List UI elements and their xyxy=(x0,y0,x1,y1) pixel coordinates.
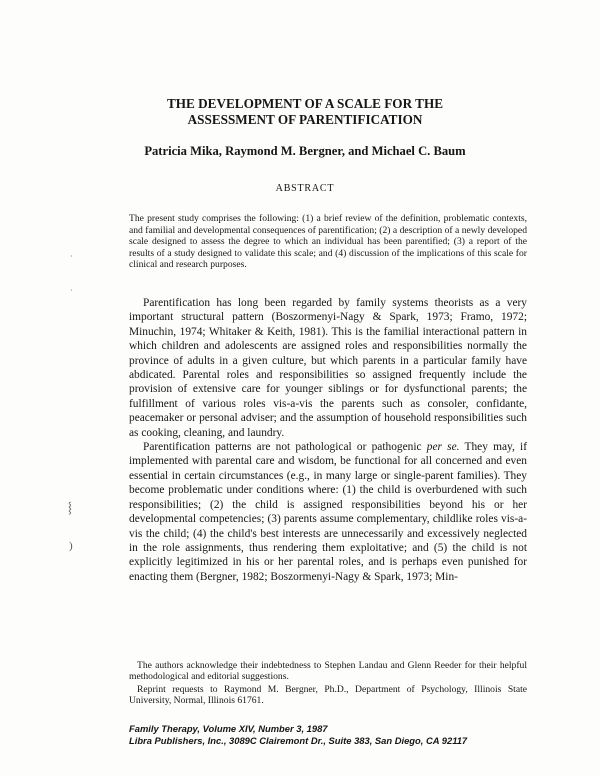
abstract-heading: ABSTRACT xyxy=(275,183,335,194)
title-line-1: THE DEVELOPMENT OF A SCALE FOR THE xyxy=(166,96,443,111)
scan-mark: · xyxy=(70,286,73,295)
paragraph-2-italic: per se. xyxy=(426,441,460,454)
author-list: Patricia Mika, Raymond M. Bergner, and Michael C. Baum xyxy=(144,144,466,158)
scan-mark: · xyxy=(70,252,73,261)
scan-mark: ⸾ xyxy=(68,502,72,514)
reprint-footnote: Reprint requests to Raymond M. Bergner, Ph.D., Department of Psychology, Illinois State University, Normal, Illinois 61761. xyxy=(129,683,527,707)
journal-info xyxy=(129,723,539,746)
acknowledgment-footnote: The authors acknowledge their indebtedness to Stephen Landau and Glenn Reeder for their helpful methodological and editorial suggestions. xyxy=(129,660,527,683)
footnotes xyxy=(129,660,527,708)
body-paragraph-1: Parentification has long been regarded by family systems theorists as a very important structural pattern (Boszormenyi-Nagy & Spark, 1973; Framo, 1972; Minuchin, 1974; Whitaker & Keith, 1981). This is the familial interactional pattern in which children and adolescents are assigned roles and responsibilities normally the province of adults in a given culture, but which parents in a particular family have abdicated. Parental roles and responsibilities so assigned frequently include the provision of extensive care for younger siblings or for dysfunctional parents; the fulfillment of various roles vis-a-vis the parents such as consoler, confidante, peacemaker or personal adviser; and the assumption of household responsibilities such as cooking, cleaning, and laundry. xyxy=(129,297,527,439)
abstract-text: The present study comprises the following: (1) a brief review of the definition, problematic contexts, and familial and developmental consequences of parentification; (2) a description of a newly developed scale designed to assess the degree to which an individual has been parentified; (3) a report of the results of a study designed to validate this scale; and (4) discussion of the implications of this scale for clinical and research purposes. xyxy=(129,213,527,271)
journal-citation: Family Therapy, Volume XIV, Number 3, 1987 xyxy=(129,723,328,734)
paragraph-2-rest: They may, if implemented with parental care and wisdom, be functional for all concerned and even essential in certain circumstances (e.g., in many large or single-parent families). They become problematic under conditions where: (1) the child is overburdened with such responsibilities; (2) the child is assigned responsibilities beyond his or her developmental competencies; (3) parents assume complementary, childlike roles vis-a-vis the child; (4) the child's best interests are unnecessarily and excessively neglected in the role assignments, thus rendering them exploitative; and (5) the child is not explicitly legitimized in his or her parental roles, and is perhaps even punished for enacting them (Bergner, 1982; Boszormenyi-Nagy & Spark, 1973; Min- xyxy=(129,441,527,583)
publisher-address: Libra Publishers, Inc., 3089C Clairemont Dr., Suite 383, San Diego, CA 92117 xyxy=(129,734,468,746)
body-text xyxy=(129,296,527,584)
article-title xyxy=(120,96,490,128)
body-paragraph-2 xyxy=(129,440,527,584)
paragraph-2-start: Parentification patterns are not pathological or pathogenic xyxy=(143,441,427,454)
scan-mark: ) xyxy=(69,540,73,552)
title-line-2: ASSESSMENT OF PARENTIFICATION xyxy=(187,112,423,127)
